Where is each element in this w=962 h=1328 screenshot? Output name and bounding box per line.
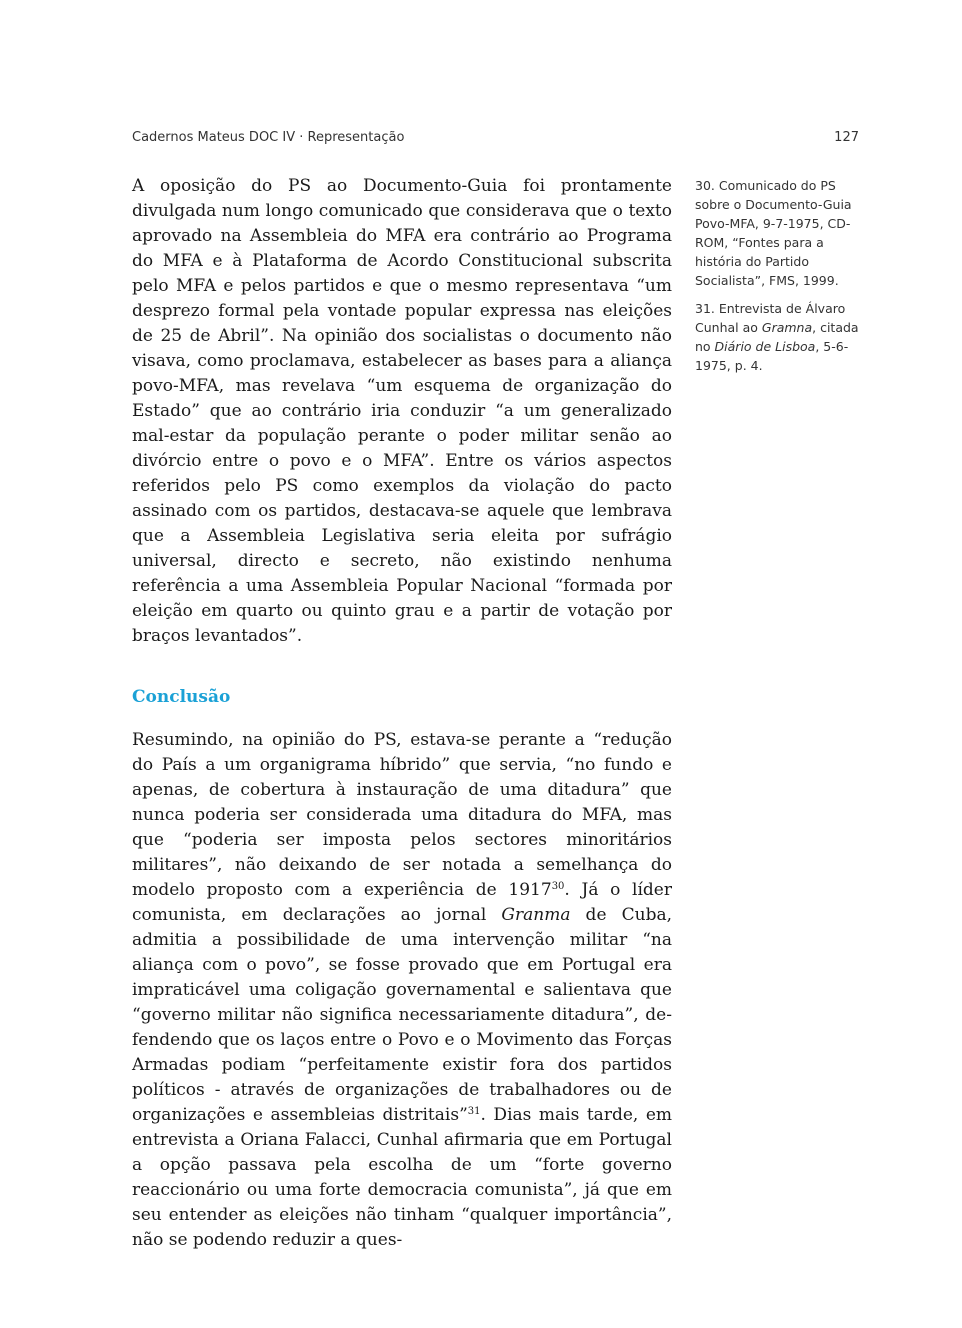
main-text-column [132, 174, 672, 1253]
footnote-reference: 31 [467, 1106, 481, 1117]
newspaper-title: Gramna [761, 320, 813, 335]
page-number: 127 [834, 130, 859, 145]
body-paragraph [132, 728, 672, 1253]
paragraph-text: Resumindo, na opinião do PS, estava-se perante a “redução do País a um organigrama híbrido” que servia, “no fundo e apenas, de cobertura à instauração de uma ditadura” que nunca poderia ser considerada uma ditadura do MFA, mas que “poderia ser imposta pelos sectores minoritários militares”, não deixando de ser notada a semelhança do modelo proposto com a experiência de 1917 [132, 730, 672, 900]
paragraph-text: . Já o líder comunista, em declarações ao jornal [132, 880, 672, 925]
newspaper-title: Diário de Lisboa [714, 339, 816, 354]
paragraph-text: . Dias mais tarde, em entrevista a Oriana Falacci, Cunhal afirmaria que em Portugal a opção passava pela escolha de um “forte governo reaccionário ou uma forte democracia comunista”, já que em seu entender as eleições não tinham “qualquer importância”, não se podendo reduzir a ques- [132, 1105, 673, 1250]
newspaper-title: Granma [501, 905, 571, 925]
footnote-text: , 5-6-1975, p. 4. [695, 339, 849, 373]
paragraph-text: de Cuba, admitia a possibilidade de uma intervenção militar “na aliança com o povo”, se fosse provado que em Portugal era impraticável uma coligação governamental e salientava que “governo militar não significa necessariamente ditadura”, defendendo que os laços entre o Povo e o Movimento das Forças Armadas podiam “perfeitamente existir fora dos partidos políticos - através de organizações de trabalhadores ou de organizações e assembleias distritais” [132, 905, 672, 1125]
footnote-31 [695, 299, 863, 375]
footnote-text: 31. Entrevista de Álvaro Cunhal ao [695, 301, 846, 335]
sidenotes-column [695, 176, 863, 384]
section-heading: Conclusão [132, 687, 231, 707]
footnote-reference: 30 [551, 881, 565, 892]
body-paragraph: A oposição do PS ao Documento-Guia foi prontamente divulgada num longo comunicado que considerava que o texto aprovado na Assembleia do MFA era contrário ao Programa do MFA e à Plataforma de Acordo Constitucional subscrita pelo MFA e pelos partidos e que o mesmo representava “um desprezo formal pela vontade popular expressa nas eleições de 25 de Abril”. Na opinião dos socialistas o documento não visava, como proclamava, estabelecer as bases para a aliança povo-MFA, mas revelava “um esquema de organização do Estado” que ao contrário iria conduzir “a um generalizado mal-estar da população perante o poder militar senão ao divórcio entre o povo e o MFA”. Entre os vários aspectos referidos pelo PS como exemplos da violação do pacto assinado com os partidos, destacava-se aquele que lembrava que a Assembleia Legislativa seria eleita por sufrágio universal, directo e secreto, não existindo nenhuma referência a uma Assembleia Popular Nacional “formada por eleição em quarto ou quinto grau e a partir de votação por braços levantados”. [132, 176, 672, 646]
running-head-title: Cadernos Mateus DOC IV · Representação [132, 130, 405, 145]
footnote-text: , citada no [695, 320, 859, 354]
running-head [132, 130, 859, 150]
footnote-30: 30. Comunicado do PS sobre o Documento-Guia Povo-MFA, 9-7-1975, CD-ROM, “Fontes para a história do Partido Socialista”, FMS, 1999. [695, 178, 852, 288]
